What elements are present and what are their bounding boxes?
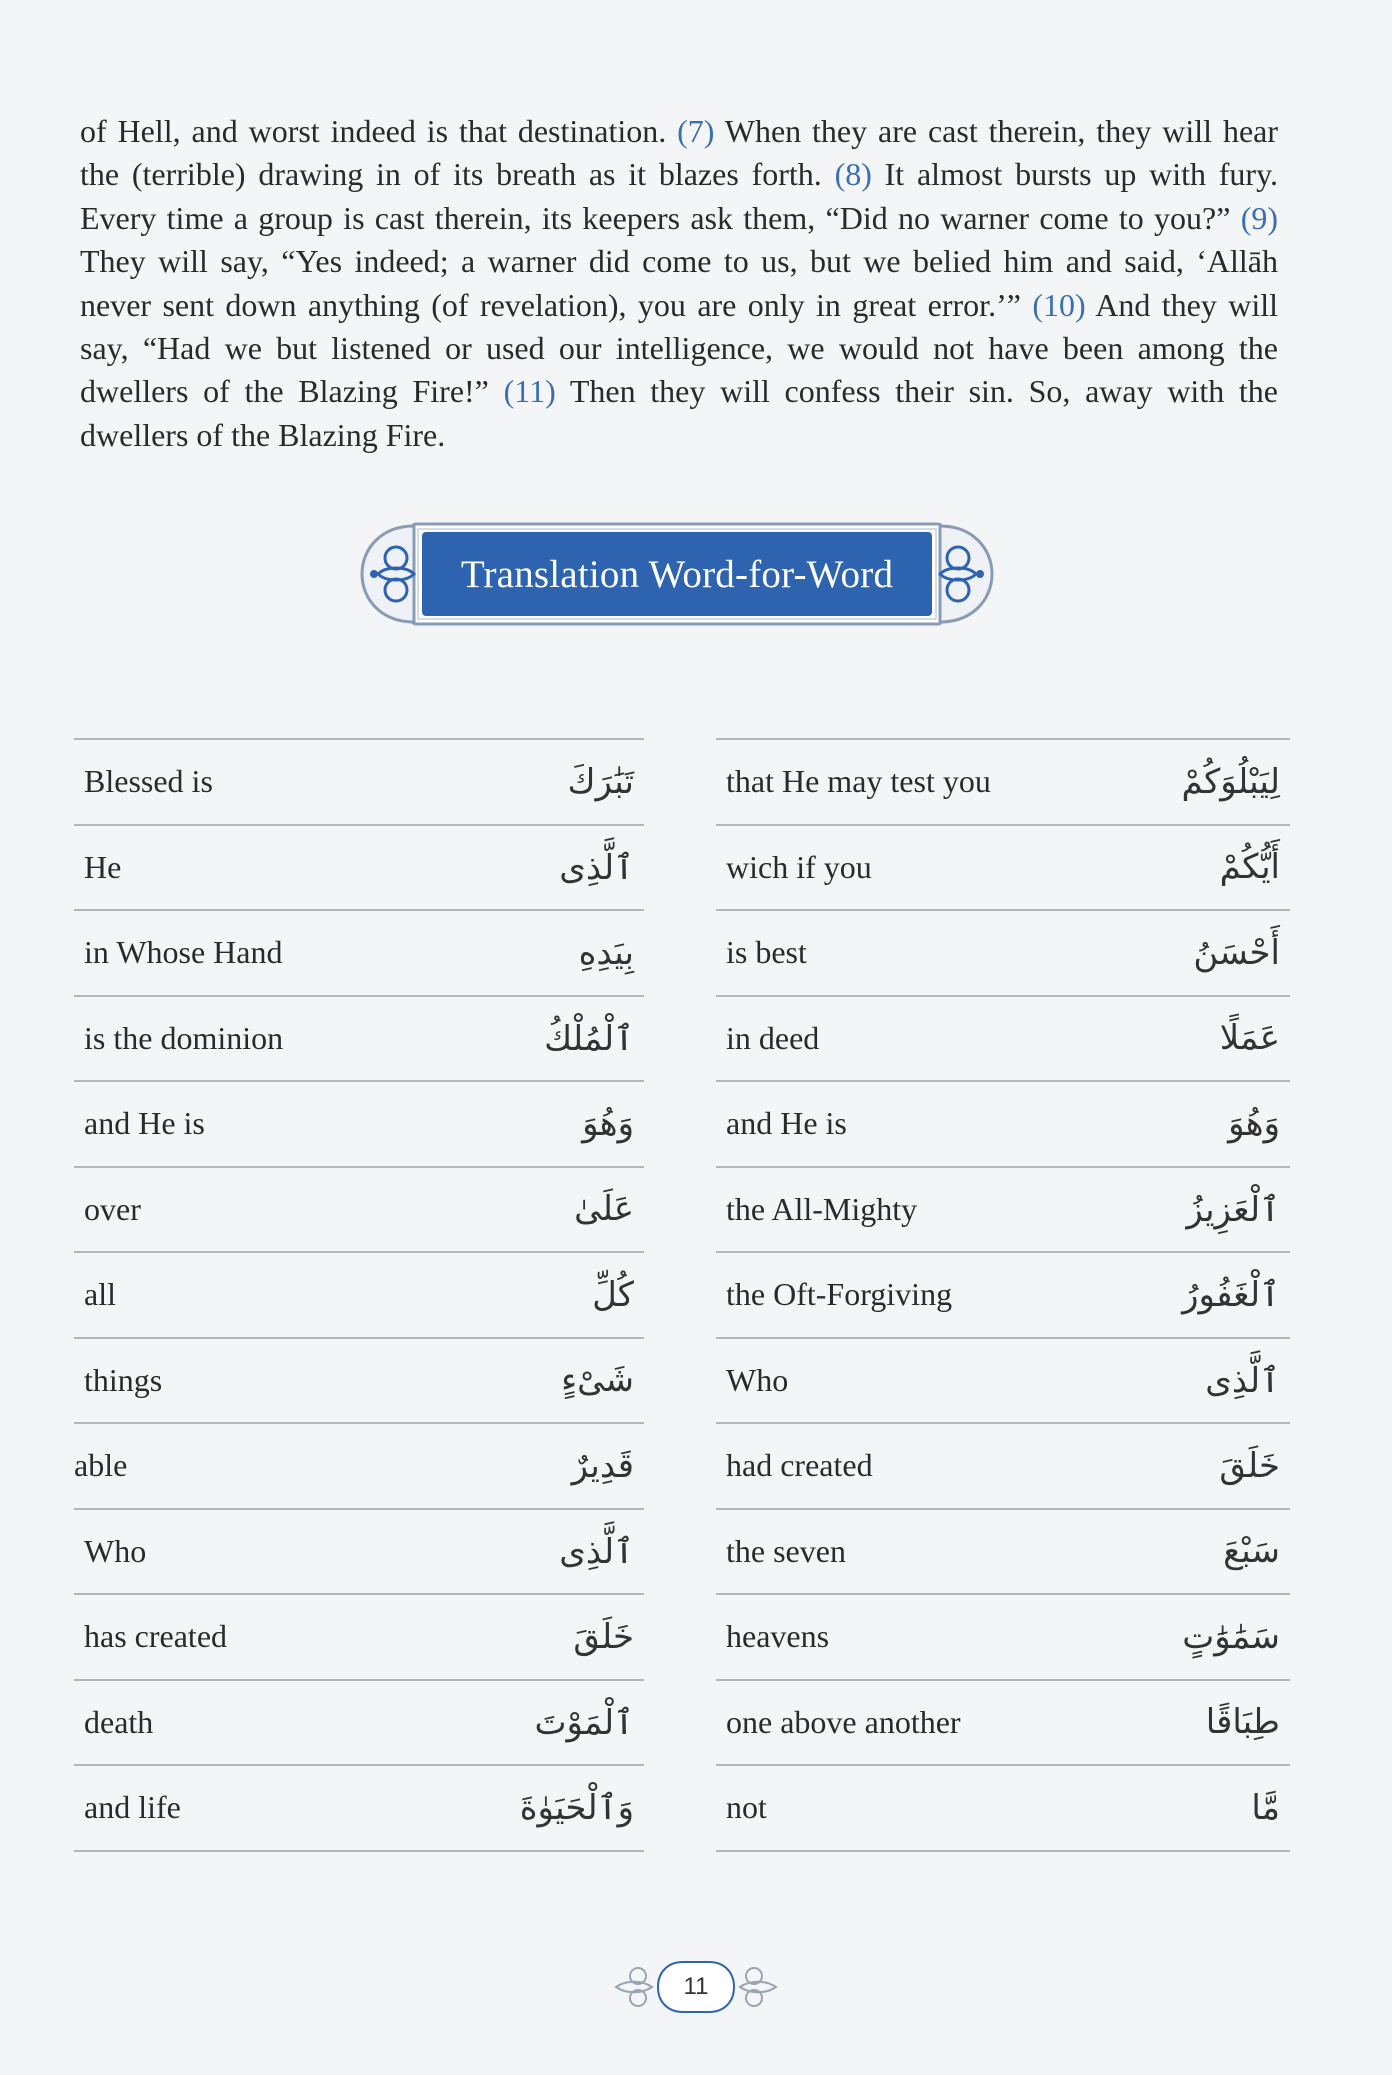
word-row	[716, 1082, 1290, 1168]
word-row	[716, 997, 1290, 1083]
english-word: wich if you	[726, 848, 872, 885]
word-row	[716, 1681, 1290, 1767]
english-word: Who	[84, 1532, 147, 1569]
word-row	[74, 1168, 644, 1254]
section-title: Translation Word-for-Word	[422, 532, 932, 616]
english-word: and life	[84, 1789, 181, 1826]
english-word: is the dominion	[84, 1019, 284, 1056]
word-row	[74, 911, 644, 997]
arabic-word: سَمَٰوَٰتٍ	[1182, 1616, 1280, 1657]
verse-number: (11)	[503, 373, 556, 410]
word-row	[716, 1595, 1290, 1681]
arabic-word: عَلَىٰ	[574, 1189, 634, 1230]
arabic-word: ٱلْمُلْكُ	[544, 1018, 634, 1059]
english-word: Who	[726, 1361, 789, 1398]
word-row	[716, 1424, 1290, 1510]
english-word: had created	[726, 1447, 873, 1484]
word-row	[716, 826, 1290, 912]
verse-number: (9)	[1240, 199, 1278, 236]
word-row	[74, 1253, 644, 1339]
word-row	[74, 1424, 644, 1510]
section-banner	[352, 518, 1002, 630]
word-table-right	[716, 738, 1290, 1852]
word-row	[716, 1510, 1290, 1596]
arabic-word: ٱلْغَفُورُ	[1182, 1275, 1280, 1316]
english-word: the Oft-Forgiving	[726, 1276, 953, 1313]
english-word: all	[84, 1276, 116, 1313]
paragraph-text: Then they will confess their sin. So, away with the dwellers of the Blazing Fire.	[80, 373, 1279, 453]
english-word: that He may test you	[726, 763, 991, 800]
english-word: able	[74, 1447, 128, 1484]
english-word: the All-Mighty	[726, 1190, 918, 1227]
arabic-word: قَدِيرٌ	[571, 1445, 634, 1486]
translation-paragraph	[80, 110, 1278, 457]
english-word: in Whose Hand	[84, 934, 283, 971]
arabic-word: طِبَاقًا	[1205, 1702, 1280, 1743]
english-word: over	[84, 1190, 141, 1227]
arabic-word: سَبْعَ	[1223, 1531, 1280, 1572]
english-word: heavens	[726, 1618, 830, 1655]
word-row	[74, 1510, 644, 1596]
arabic-word: تَبَٰرَكَ	[567, 761, 634, 802]
paragraph-text: And they will say, “Had we but listened or used our intelligence, we would not have been among the dwellers of the Blazing Fire!”	[80, 286, 1279, 410]
verse-number: (7)	[677, 113, 715, 149]
arabic-word: ٱلْعَزِيزُ	[1186, 1189, 1280, 1230]
page-number-ornament	[608, 1952, 784, 2022]
arabic-word: مَّا	[1251, 1787, 1280, 1828]
word-row	[74, 1339, 644, 1425]
arabic-word: أَحْسَنُ	[1193, 932, 1280, 973]
english-word: He	[84, 848, 122, 885]
word-row	[716, 1766, 1290, 1852]
paragraph-text: of Hell, and worst indeed is that destination.	[80, 113, 678, 149]
word-row	[716, 911, 1290, 997]
english-word: the seven	[726, 1532, 846, 1569]
arabic-word: ٱلَّذِى	[559, 847, 634, 888]
arabic-word: كُلِّ	[592, 1274, 634, 1315]
word-row	[74, 997, 644, 1083]
arabic-word: وَهُوَ	[1228, 1103, 1280, 1144]
arabic-word: ٱلَّذِى	[559, 1531, 634, 1572]
word-row	[74, 826, 644, 912]
word-row	[74, 738, 644, 826]
word-row	[716, 1339, 1290, 1425]
arabic-word: عَمَلًا	[1219, 1018, 1280, 1059]
arabic-word: خَلَقَ	[1219, 1445, 1280, 1486]
english-word: is best	[726, 934, 807, 971]
word-row	[74, 1681, 644, 1767]
paragraph-text: They will say, “Yes indeed; a warner did come to us, but we belied him and said, ‘Allāh never sent down anything (of revelation), you are only in great error.’”	[80, 243, 1278, 323]
word-row	[716, 1168, 1290, 1254]
english-word: Blessed is	[84, 763, 213, 800]
page-number: 11	[683, 1973, 709, 2000]
arabic-word: وَهُوَ	[582, 1103, 634, 1144]
verse-number: (10)	[1032, 286, 1086, 323]
english-word: has created	[84, 1618, 228, 1655]
paragraph-text: When they are cast therein, they will hear the (terrible) drawing in of its breath as it blazes forth.	[80, 113, 1278, 193]
word-row	[74, 1595, 644, 1681]
english-word: in deed	[726, 1019, 820, 1056]
word-row	[74, 1766, 644, 1852]
english-word: death	[84, 1703, 154, 1740]
word-row	[716, 1253, 1290, 1339]
arabic-word: شَىْءٍ	[561, 1360, 634, 1401]
arabic-word: أَيُّكُمْ	[1219, 847, 1280, 888]
english-word: things	[84, 1361, 163, 1398]
english-word: and He is	[84, 1105, 205, 1142]
word-table-left	[74, 738, 644, 1852]
english-word: and He is	[726, 1105, 847, 1142]
word-row	[716, 738, 1290, 826]
arabic-word: ٱلْمَوْتَ	[534, 1702, 634, 1743]
paragraph-text: It almost bursts up with fury. Every time a group is cast therein, its keepers ask them, “Did no warner come to you?”	[80, 156, 1279, 236]
arabic-word: ٱلَّذِى	[1205, 1360, 1280, 1401]
word-row	[74, 1082, 644, 1168]
english-word: not	[726, 1789, 767, 1826]
verse-number: (8)	[834, 156, 872, 193]
arabic-word: خَلَقَ	[573, 1616, 634, 1657]
arabic-word: لِيَبْلُوَكُمْ	[1181, 761, 1280, 802]
arabic-word: وَٱلْحَيَوٰةَ	[519, 1788, 634, 1829]
arabic-word: بِيَدِهِ	[578, 932, 634, 973]
english-word: one above another	[726, 1703, 961, 1740]
